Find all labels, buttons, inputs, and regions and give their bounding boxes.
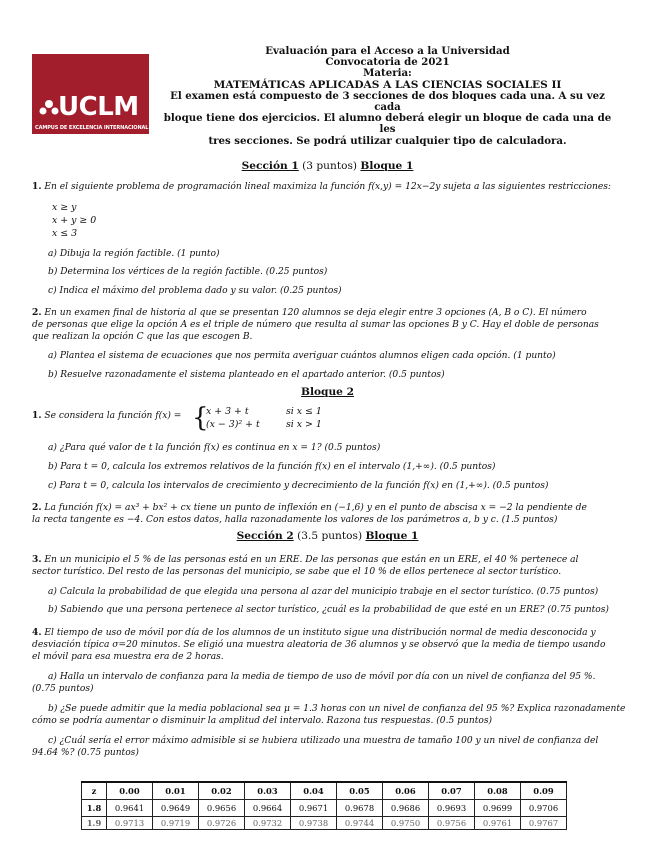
table-cell: 0.9671 [291, 800, 337, 817]
question-3-line: sector turístico. Del resto de las personas del municipio, se sabe que el 10 % de ellos pertenece al sector turístico. [32, 567, 562, 577]
header-line: Evaluación para el Acceso a la Universidad [265, 45, 510, 57]
section-1-block-2-title [0, 386, 655, 398]
question-1-2: 2. En un examen final de historia al que se presentan 120 alumnos se deja elegir entre 3 opciones (A, B o C). El número [32, 307, 587, 318]
question-3-b: b) Sabiendo que una persona pertenece al sector turístico, ¿cuál es la probabilidad de que esté en un ERE? (0.75 puntos) [48, 605, 609, 615]
section-2-block-1: Bloque 1 [365, 530, 419, 542]
question-4-line: desviación típica σ=20 minutos. Se eligió una muestra aleatoria de 36 alumnos y se observó que la media de tiempo usando [32, 640, 606, 650]
constraint-3: x ≤ 3 [52, 228, 78, 239]
table-cell: 0.9719 [153, 817, 199, 830]
question-2-1-c: c) Para t = 0, calcula los intervalos de crecimiento y decrecimiento de la función f(x) en (1,+∞). (0.5 puntos) [48, 481, 549, 491]
question-2-1-b: b) Para t = 0, calcula los extremos relativos de la función f(x) en el intervalo (1,+∞). (0.5 puntos) [48, 462, 496, 472]
table-header-row [82, 782, 567, 800]
table-header-cell: 0.08 [475, 782, 521, 800]
table-cell: 0.9699 [475, 800, 521, 817]
table-header-cell: 0.00 [107, 782, 153, 800]
section-1-points: (3 puntos) [302, 160, 358, 172]
table-header-cell: 0.05 [337, 782, 383, 800]
question-4: 4. El tiempo de uso de móvil por día de los alumnos de un instituto sigue una distribución normal de media desconocida y [32, 627, 596, 638]
table-header-cell: 0.09 [521, 782, 567, 800]
table-cell: 0.9656 [199, 800, 245, 817]
table-row [82, 800, 567, 817]
table-cell: 1.9 [82, 817, 107, 830]
section-2-points: (3.5 puntos) [297, 530, 363, 542]
table-cell: 1.8 [82, 800, 107, 817]
question-4-a: a) Halla un intervalo de confianza para la media de tiempo de uso de móvil por día con un nivel de confianza del 95 %. [48, 672, 596, 682]
table-header-cell: 0.02 [199, 782, 245, 800]
question-2-1-a: a) ¿Para qué valor de t la función f(x) es continua en x = 1? (0.5 puntos) [48, 443, 381, 453]
logo-word: UCLM [58, 92, 139, 122]
section-1-title [0, 160, 655, 172]
piecewise-brace: { [192, 403, 209, 433]
question-1-1: 1. En el siguiente problema de programación lineal maximiza la función f(x,y) = 12x−2y sujeta a las siguientes restricciones: [32, 181, 611, 192]
table-header-cell: 0.06 [383, 782, 429, 800]
header-line: Materia: [363, 67, 412, 80]
header-subject: MATEMÁTICAS APLICADAS A LAS CIENCIAS SOCIALES II [213, 78, 562, 91]
table-cell: 0.9649 [153, 800, 199, 817]
question-1-2-a: a) Plantea el sistema de ecuaciones que nos permita averiguar cuántos alumnos eligen cada opción. (1 punto) [48, 351, 556, 361]
table-header-cell: z [82, 782, 107, 800]
table-cell: 0.9767 [521, 817, 567, 830]
question-4-c-cont: 94.64 %? (0.75 puntos) [32, 748, 139, 758]
table-header-cell: 0.01 [153, 782, 199, 800]
question-1-1-c: c) Indica el máximo del problema dado y su valor. (0.25 puntos) [48, 286, 342, 296]
section-2-label: Sección 2 [236, 530, 294, 542]
table-cell: 0.9693 [429, 800, 475, 817]
question-2-1: 1. Se considera la función f(x) = [32, 410, 182, 421]
constraint-2: x + y ≥ 0 [52, 215, 97, 226]
table-cell: 0.9664 [245, 800, 291, 817]
normal-distribution-table [81, 781, 567, 830]
question-1-1-a: a) Dibuja la región factible. (1 punto) [48, 249, 220, 259]
table-cell: 0.9761 [475, 817, 521, 830]
header-line: bloque tiene dos ejercicios. El alumno deberá elegir un bloque de cada una de les [163, 112, 612, 136]
header-line: tres secciones. Se podrá utilizar cualquier tipo de calculadora. [208, 134, 567, 147]
table-cell: 0.9706 [521, 800, 567, 817]
uclm-logo [32, 54, 149, 134]
question-1-2-line: que realizan la opción C que las que escogen B. [32, 332, 253, 342]
header-line: El examen está compuesto de 3 secciones de dos bloques cada una. A su vez cada [170, 89, 605, 114]
question-4-a-cont: (0.75 puntos) [32, 684, 94, 694]
table-cell: 0.9678 [337, 800, 383, 817]
question-1-2-b: b) Resuelve razonadamente el sistema planteado en el apartado anterior. (0.5 puntos) [48, 370, 445, 380]
section-1-block-2: Bloque 2 [301, 386, 354, 398]
constraint-1: x ≥ y [52, 202, 77, 213]
table-cell: 0.9713 [107, 817, 153, 830]
table-cell: 0.9738 [291, 817, 337, 830]
question-4-c: c) ¿Cuál sería el error máximo admisible si se hubiera utilizado una muestra de tamaño 100 y un nivel de confianza del [48, 736, 599, 746]
table-cell: 0.9726 [199, 817, 245, 830]
question-4-line: el móvil para esa muestra era de 2 horas. [32, 652, 224, 662]
question-3: 3. En un municipio el 5 % de las personas está en un ERE. De las personas que están en un ERE, el 40 % pertenece al [32, 554, 579, 565]
question-4-b-cont: cómo se podría aumentar o disminuir la amplitud del intervalo. Razona tus respuestas. (0.5 puntos) [32, 716, 493, 726]
question-2-2: 2. La función f(x) = ax³ + bx² + cx tiene un punto de inflexión en (−1,6) y en el punto de abscisa x = −2 la pendiente de [32, 502, 587, 513]
table-cell: 0.9750 [383, 817, 429, 830]
question-1-1-b: b) Determina los vértices de la región factible. (0.25 puntos) [48, 267, 328, 277]
table-row [82, 817, 567, 830]
piece-2-cond: si x > 1 [286, 419, 322, 430]
table-header-cell: 0.04 [291, 782, 337, 800]
table-cell: 0.9641 [107, 800, 153, 817]
section-1-label: Sección 1 [241, 160, 299, 172]
table-header-cell: 0.03 [245, 782, 291, 800]
piece-1: x + 3 + t [206, 406, 249, 417]
question-3-a: a) Calcula la probabilidad de que elegida una persona al azar del municipio trabaje en el sector turístico. (0.75 puntos) [48, 587, 599, 597]
question-4-b: b) ¿Se puede admitir que la media poblacional sea μ = 1.3 horas con un nivel de confianza del 95 %? Explica razonadamente [48, 704, 626, 714]
table-cell: 0.9756 [429, 817, 475, 830]
section-1-block-1: Bloque 1 [360, 160, 414, 172]
header-line: Convocatoria de 2021 [325, 56, 450, 69]
piece-2: (x − 3)² + t [206, 419, 260, 430]
table-header-cell: 0.07 [429, 782, 475, 800]
question-2-2-line: la recta tangente es −4. Con estos datos, halla razonadamente los valores de los parámetros a, b y c. (1.5 puntos) [32, 515, 558, 525]
table-cell: 0.9686 [383, 800, 429, 817]
table-cell: 0.9732 [245, 817, 291, 830]
section-2-title [0, 530, 655, 542]
piece-1-cond: si x ≤ 1 [286, 406, 322, 417]
exam-header [160, 46, 615, 147]
question-1-2-line: de personas que elige la opción A es el triple de número que resulta al sumar las opciones B y C. Hay el doble de personas [32, 320, 599, 330]
uclm-emblem-icon [38, 99, 60, 117]
table-cell: 0.9744 [337, 817, 383, 830]
logo-tagline: CAMPUS DE EXCELENCIA INTERNACIONAL [35, 125, 149, 131]
